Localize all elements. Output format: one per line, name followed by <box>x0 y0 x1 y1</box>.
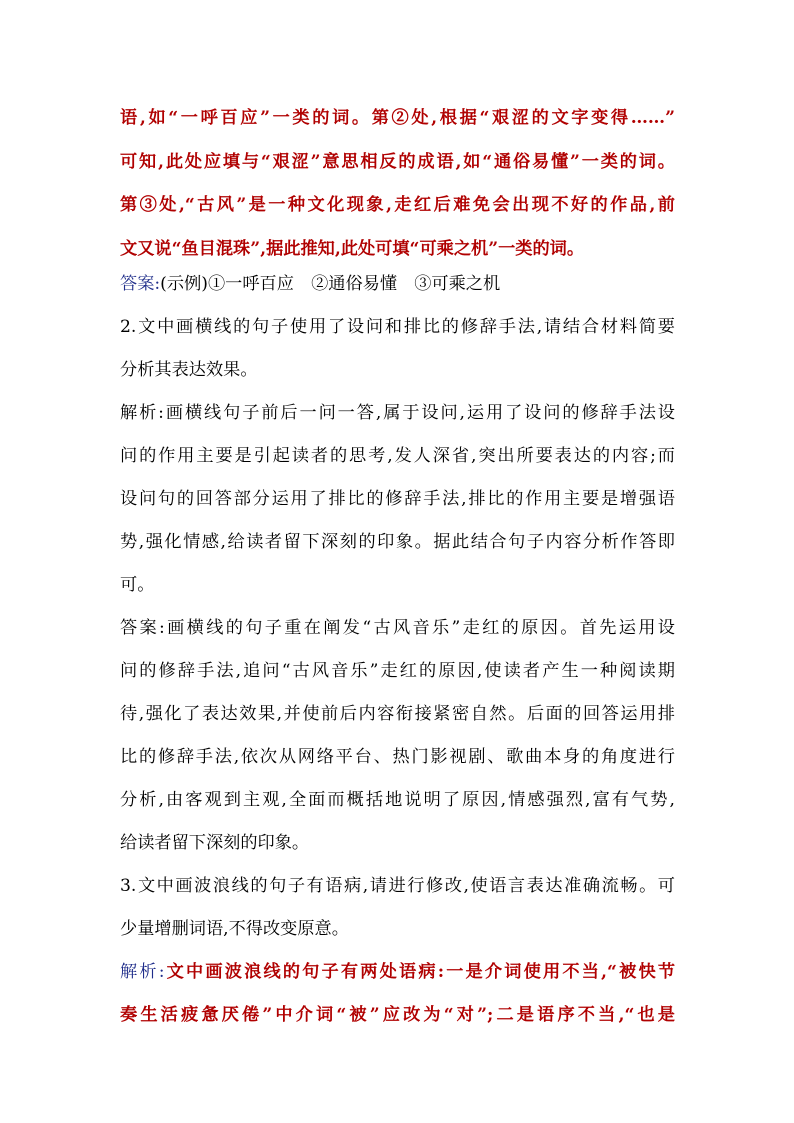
answer-line: 比的修辞手法,依次从网络平台、热门影视剧、歌曲本身的角度进行 <box>120 747 675 767</box>
question-line: 分析其表达效果。 <box>120 360 258 380</box>
analysis-line: 奏生活疲惫厌倦”中介词“被”应改为“对”;二是语序不当,“也是 <box>120 1005 675 1025</box>
answer-line: 分析,由客观到主观,全面而概括地说明了原因,情感强烈,富有气势, <box>120 790 675 810</box>
analysis-line: 势,强化情感,给读者留下深刻的印象。据此结合句子内容分析作答即 <box>120 532 675 552</box>
answer-line: 问的修辞手法,追问“古风音乐”走红的原因,使读者产生一种阅读期 <box>120 661 675 681</box>
analysis-line: 可知,此处应填与“艰涩”意思相反的成语,如“通俗易懂”一类的词。 <box>120 152 675 172</box>
analysis-line: 解析:画横线句子前后一问一答,属于设问,运用了设问的修辞手法设 <box>120 403 675 423</box>
answer-line <box>120 272 500 296</box>
question-line: 2.文中画横线的句子使用了设问和排比的修辞手法,请结合材料简要 <box>120 317 675 337</box>
answer-line: 待,强化了表达效果,并使前后内容衔接紧密自然。后面的回答运用排 <box>120 704 675 724</box>
analysis-label: 解析: <box>120 962 165 982</box>
answer-line: 答案:画横线的句子重在阐发“古风音乐”走红的原因。首先运用设 <box>120 618 675 638</box>
analysis-line: 问的作用主要是引起读者的思考,发人深省,突出所要表达的内容;而 <box>120 446 675 466</box>
question-line: 少量增删词语,不得改变原意。 <box>120 919 349 939</box>
answer-label: 答案: <box>120 274 161 294</box>
answer-text: (示例)①一呼百应 ②通俗易懂 ③可乘之机 <box>160 274 501 294</box>
analysis-line <box>120 960 675 984</box>
analysis-line: 可。 <box>120 575 155 595</box>
analysis-line: 第③处,“古风”是一种文化现象,走红后难免会出现不好的作品,前 <box>120 195 675 215</box>
question-line: 3.文中画波浪线的句子有语病,请进行修改,使语言表达准确流畅。可 <box>120 876 675 896</box>
analysis-line: 设问句的回答部分运用了排比的修辞手法,排比的作用主要是增强语 <box>120 489 675 509</box>
analysis-line: 文又说“鱼目混珠”,据此推知,此处可填“可乘之机”一类的词。 <box>120 239 585 259</box>
analysis-text: 文中画波浪线的句子有两处语病:一是介词使用不当,“被快节 <box>164 962 676 982</box>
answer-line: 给读者留下深刻的印象。 <box>120 833 310 853</box>
analysis-line: 语,如“一呼百应”一类的词。第②处,根据“艰涩的文字变得……” <box>120 108 675 128</box>
